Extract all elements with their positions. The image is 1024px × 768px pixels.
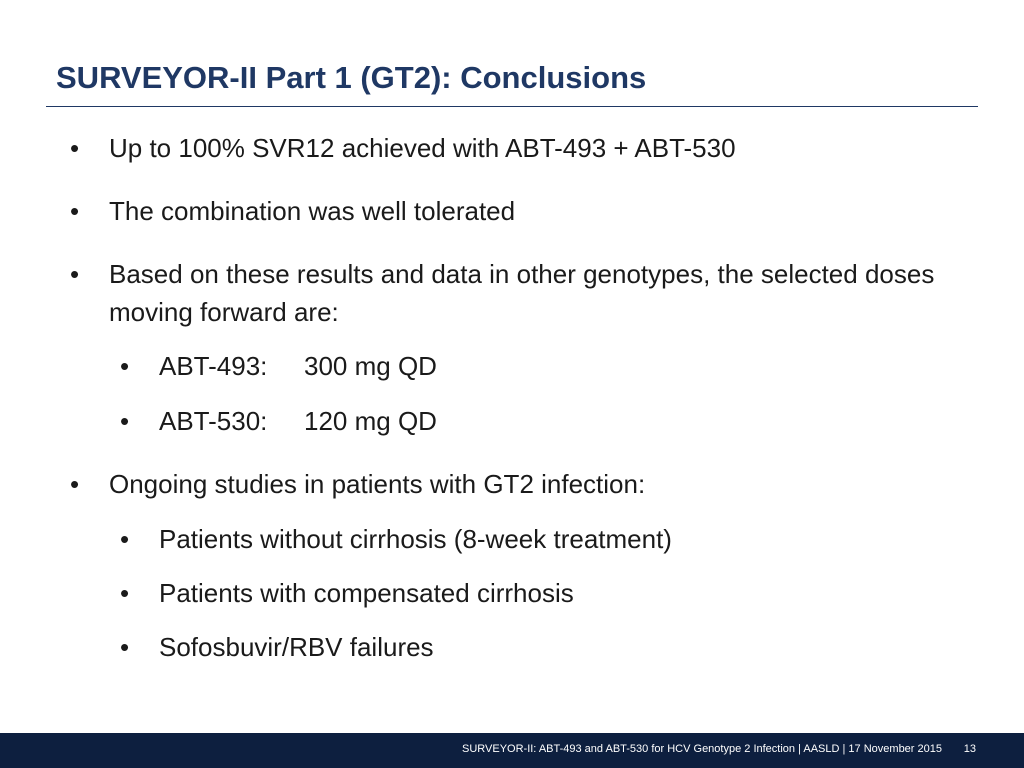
bullet-icon: • <box>120 632 130 662</box>
footer-bar <box>0 733 1024 768</box>
bullet-icon: • <box>70 259 80 289</box>
page-number: 13 <box>963 743 976 755</box>
bullet-text: Patients with compensated cirrhosis <box>159 578 574 608</box>
bullet-icon: • <box>70 196 80 226</box>
bullet-text: Ongoing studies in patients with GT2 infection: <box>109 469 646 499</box>
drug-name: ABT-493: <box>159 351 268 381</box>
bullet-text: Based on these results and data in other genotypes, the selected doses moving forward are: <box>109 259 935 327</box>
drug-dose: 300 mg QD <box>304 351 437 381</box>
footer-text: SURVEYOR-II: ABT-493 and ABT-530 for HCV Genotype 2 Infection | AASLD | 17 November 2015 <box>462 743 942 755</box>
bullet-icon: • <box>120 351 130 381</box>
bullet-icon: • <box>70 133 80 163</box>
bullet-text: Sofosbuvir/RBV failures <box>159 632 434 662</box>
bullet-icon: • <box>120 406 130 436</box>
bullet-icon: • <box>120 578 130 608</box>
bullet-icon: • <box>120 524 130 554</box>
drug-dose: 120 mg QD <box>304 406 437 436</box>
bullet-text: Patients without cirrhosis (8-week treatment) <box>159 524 672 554</box>
slide-title: SURVEYOR-II Part 1 (GT2): Conclusions <box>56 60 647 95</box>
bullet-text: The combination was well tolerated <box>109 196 516 226</box>
bullet-icon: • <box>70 469 80 499</box>
drug-name: ABT-530: <box>159 406 268 436</box>
bullet-text: Up to 100% SVR12 achieved with ABT-493 + ABT-530 <box>109 133 736 163</box>
